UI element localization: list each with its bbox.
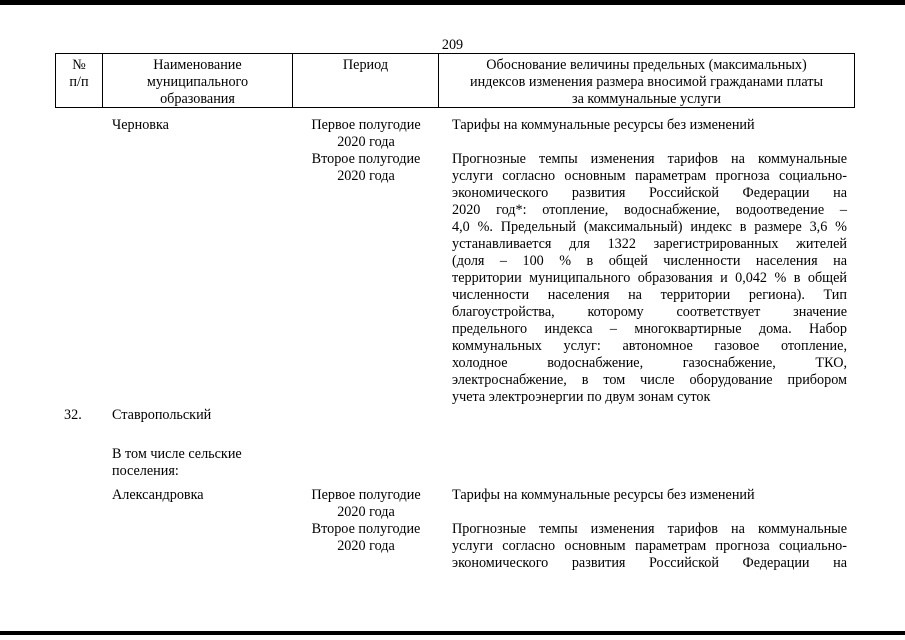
basis-line: устанавливается для 1322 зарегистрированных жителей bbox=[452, 236, 847, 252]
header-text: № bbox=[72, 57, 86, 73]
header-col-period bbox=[292, 54, 438, 107]
subheading-rural-settlements bbox=[112, 446, 242, 480]
basis-line: Прогнозные темпы изменения тарифов на коммунальные bbox=[452, 151, 847, 167]
header-text: Обоснование величины предельных (максимальных) bbox=[486, 57, 807, 73]
period-text: Второе полугодие bbox=[311, 521, 421, 537]
header-col-basis bbox=[438, 54, 855, 107]
basis-line: коммунальных услуг: автономное газовое отопление, bbox=[452, 338, 847, 354]
basis-line: территории муниципального образования и 0,042 % в общей bbox=[452, 270, 847, 286]
basis-tariffs-unchanged: Тарифы на коммунальные ресурсы без изменений bbox=[452, 117, 755, 133]
basis-line: (доля – 100 % в общей численности населения на bbox=[452, 253, 847, 269]
basis-line: электроснабжение, в том числе оборудование прибором bbox=[452, 372, 847, 388]
bottom-border bbox=[0, 631, 905, 635]
top-border bbox=[0, 0, 905, 5]
basis-tariffs-unchanged: Тарифы на коммунальные ресурсы без изменений bbox=[452, 487, 755, 503]
basis-line: численности населения на территории региона). Тип bbox=[452, 287, 847, 303]
basis-line: благоустройства, которому соответствует значение bbox=[452, 304, 847, 320]
period-text: 2020 года bbox=[337, 168, 395, 184]
header-text: Наименование bbox=[153, 57, 242, 73]
period-text: Первое полугодие bbox=[311, 487, 421, 503]
header-text: муниципального bbox=[146, 74, 249, 90]
period-text: 2020 года bbox=[337, 538, 395, 554]
municipality-name: Ставропольский bbox=[112, 407, 212, 423]
row-number: 32. bbox=[64, 407, 82, 423]
header-col-number bbox=[55, 54, 102, 107]
municipality-name: Черновка bbox=[112, 117, 169, 133]
period-first-half bbox=[293, 117, 439, 151]
page-number: 209 bbox=[441, 37, 464, 53]
basis-line: экономического развития Российской Федерации на bbox=[452, 185, 847, 201]
basis-line: услуги согласно основным параметрам прогноза социально- bbox=[452, 168, 847, 184]
basis-line: учета электроэнергии по двум зонам суток bbox=[452, 389, 711, 405]
header-col-municipality bbox=[102, 54, 292, 107]
basis-paragraph bbox=[452, 151, 847, 406]
basis-line: 2020 год*: отопление, водоснабжение, водоотведение – bbox=[452, 202, 847, 218]
basis-line: Прогнозные темпы изменения тарифов на коммунальные bbox=[452, 521, 847, 537]
period-text: 2020 года bbox=[337, 134, 395, 150]
period-second-half bbox=[293, 521, 439, 555]
header-text: за коммунальные услуги bbox=[571, 91, 721, 107]
basis-line: холодное водоснабжение, газоснабжение, ТКО, bbox=[452, 355, 847, 371]
period-text: 2020 года bbox=[337, 504, 395, 520]
basis-line: предельного индекса – многоквартирные дома. Набор bbox=[452, 321, 847, 337]
basis-line: 4,0 %. Предельный (максимальный) индекс в размере 3,6 % bbox=[452, 219, 847, 235]
basis-paragraph bbox=[452, 521, 847, 572]
table-header bbox=[55, 53, 855, 108]
period-first-half bbox=[293, 487, 439, 521]
municipality-name: Александровка bbox=[112, 487, 204, 503]
subheading-text: В том числе сельские bbox=[112, 446, 242, 462]
header-text: Период bbox=[342, 57, 389, 73]
header-text: индексов изменения размера вносимой гражданами платы bbox=[469, 74, 823, 90]
basis-line: экономического развития Российской Федерации на bbox=[452, 555, 847, 571]
header-text: п/п bbox=[69, 74, 89, 90]
period-text: Второе полугодие bbox=[311, 151, 421, 167]
basis-line: услуги согласно основным параметрам прогноза социально- bbox=[452, 538, 847, 554]
period-second-half bbox=[293, 151, 439, 185]
subheading-text: поселения: bbox=[112, 463, 179, 479]
header-text: образования bbox=[160, 91, 235, 107]
period-text: Первое полугодие bbox=[311, 117, 421, 133]
